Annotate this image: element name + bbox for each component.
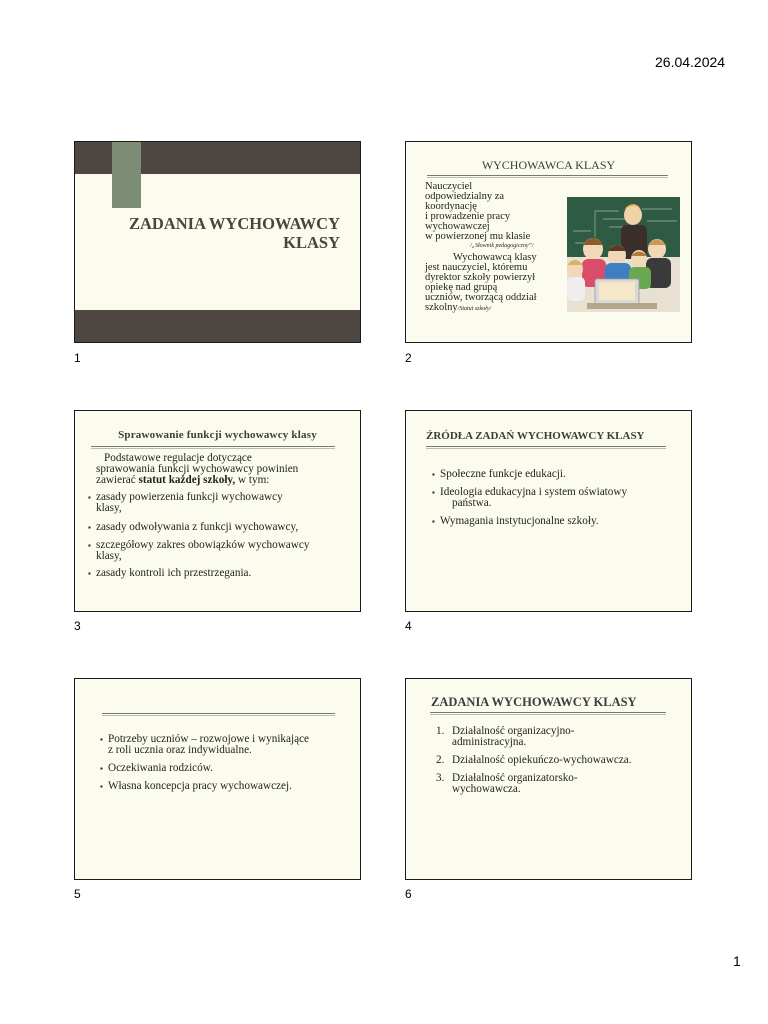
text-line: Podstawowe regulacje dotyczące [104, 452, 252, 464]
list-item-line: ▪ zasady odwoływania z funkcji wychowawcy, [96, 521, 299, 533]
slide-5 [74, 678, 361, 880]
text-line: opiekę nad grupą [425, 282, 498, 293]
list-item [96, 568, 354, 579]
slide-3 [74, 410, 361, 612]
list-item-line: z roli ucznia oraz indywidualne. [108, 744, 252, 756]
intro-text [96, 453, 356, 486]
slide-title: ZADANIA WYCHOWAWCY KLASY [431, 695, 637, 709]
text-line: wychowawczej [425, 221, 490, 232]
slide-2 [405, 141, 692, 343]
slide-number: 1 [74, 351, 81, 365]
slide-number: 3 [74, 619, 81, 633]
source-citation: /Statut szkoły/ [457, 306, 492, 312]
title-line-2: KLASY [283, 233, 340, 252]
numbered-item-line: wychowawcza. [452, 783, 521, 795]
title-rule [430, 712, 666, 715]
classroom-photo-illustration [567, 197, 680, 312]
text-fragment: w tym: [235, 474, 270, 486]
slide-number: 6 [405, 887, 412, 901]
slide-title: ŹRÓDŁA ZADAŃ WYCHOWAWCY KLASY [426, 430, 645, 442]
text-line [425, 303, 580, 314]
title-rule [91, 446, 335, 449]
list-item-line: ▪ zasady powierzenia funkcji wychowawcy [96, 491, 283, 503]
item-text: Działalność opiekuńczo-wychowawcza. [452, 754, 632, 766]
item-number: 2. [436, 754, 445, 766]
slide-number: 2 [405, 351, 412, 365]
text-line: sprawowania funkcji wychowawcy powinien [96, 463, 299, 475]
page-number: 1 [733, 953, 741, 969]
slide-bottom-band [75, 310, 360, 342]
text-fragment: szkolny [425, 302, 458, 313]
print-date: 26.04.2024 [655, 54, 726, 70]
slide-4 [405, 410, 692, 612]
text-line: w powierzonej mu klasie [425, 231, 531, 242]
list-item-line: ▪ Ideologia edukacyjna i system oświatowy [440, 486, 628, 498]
source-citation: /„Słownik pedagogiczny”/ [470, 243, 534, 249]
text-line: Nauczyciel [425, 181, 473, 192]
list-item [440, 469, 685, 480]
list-item-line: ▪ Wymagania instytucjonalne szkoły. [440, 515, 599, 527]
text-fragment: zawierać [96, 474, 139, 486]
slide-title: Sprawowanie funkcji wychowawcy klasy [118, 429, 317, 441]
slide-6 [405, 678, 692, 880]
list-item [108, 781, 358, 792]
slide-title: WYCHOWAWCA KLASY [481, 158, 616, 172]
slide-1 [74, 141, 361, 343]
list-item-line: ▪ Własna koncepcja pracy wychowawczej. [108, 780, 292, 792]
title-rule [427, 175, 668, 178]
list-item [96, 492, 354, 514]
ribbon-decoration [112, 142, 141, 208]
list-item [108, 763, 358, 774]
list-item [440, 487, 685, 509]
text-line: jest nauczyciel, któremu [425, 262, 528, 273]
slide-number: 4 [405, 619, 412, 633]
list-item [440, 516, 685, 527]
numbered-item-line [436, 755, 686, 766]
list-item [96, 540, 354, 562]
list-item-line: ▪ Potrzeby uczniów – rozwojowe i wynikające [108, 733, 309, 745]
text-line: koordynację [425, 201, 477, 212]
numbered-item-line: administracyjna. [452, 736, 527, 748]
slide-title [100, 214, 340, 252]
title-rule [426, 446, 666, 449]
numbered-item [436, 773, 686, 795]
slide-number: 5 [74, 887, 81, 901]
text-line: dyrektor szkoły powierzył [425, 272, 536, 283]
numbered-item [436, 755, 686, 766]
title-rule [102, 713, 335, 716]
list-item-line: klasy, [96, 550, 122, 562]
text-line: Wychowawcą klasy [453, 252, 537, 263]
item-text: Działalność organizatorsko- [452, 772, 578, 784]
classroom-photo [567, 197, 680, 312]
definition-text [425, 182, 575, 242]
numbered-item [436, 726, 686, 748]
list-item-line: ▪ zasady kontroli ich przestrzegania. [96, 567, 252, 579]
emphasis-text: statut każdej szkoły, [138, 474, 236, 486]
text-line: odpowiedzialny za [425, 191, 505, 202]
text-line: uczniów, tworzącą oddział [425, 292, 537, 303]
title-line-1: ZADANIA WYCHOWAWCY [128, 214, 340, 233]
list-item [96, 522, 354, 533]
list-item [108, 734, 358, 756]
list-item-line: klasy, [96, 502, 122, 514]
list-item-line: ▪ Oczekiwania rodziców. [108, 762, 213, 774]
statute-text [425, 253, 580, 314]
list-item-line: państwa. [452, 497, 492, 509]
list-item-line: ▪ Społeczne funkcje edukacji. [440, 468, 566, 480]
list-item-line: ▪ szczegółowy zakres obowiązków wychowawcy [96, 539, 310, 551]
text-line [96, 475, 356, 486]
item-text: Działalność organizacyjno- [452, 725, 575, 737]
item-number: 1. [436, 725, 445, 737]
item-number: 3. [436, 772, 445, 784]
text-line: i prowadzenie pracy [425, 211, 511, 222]
